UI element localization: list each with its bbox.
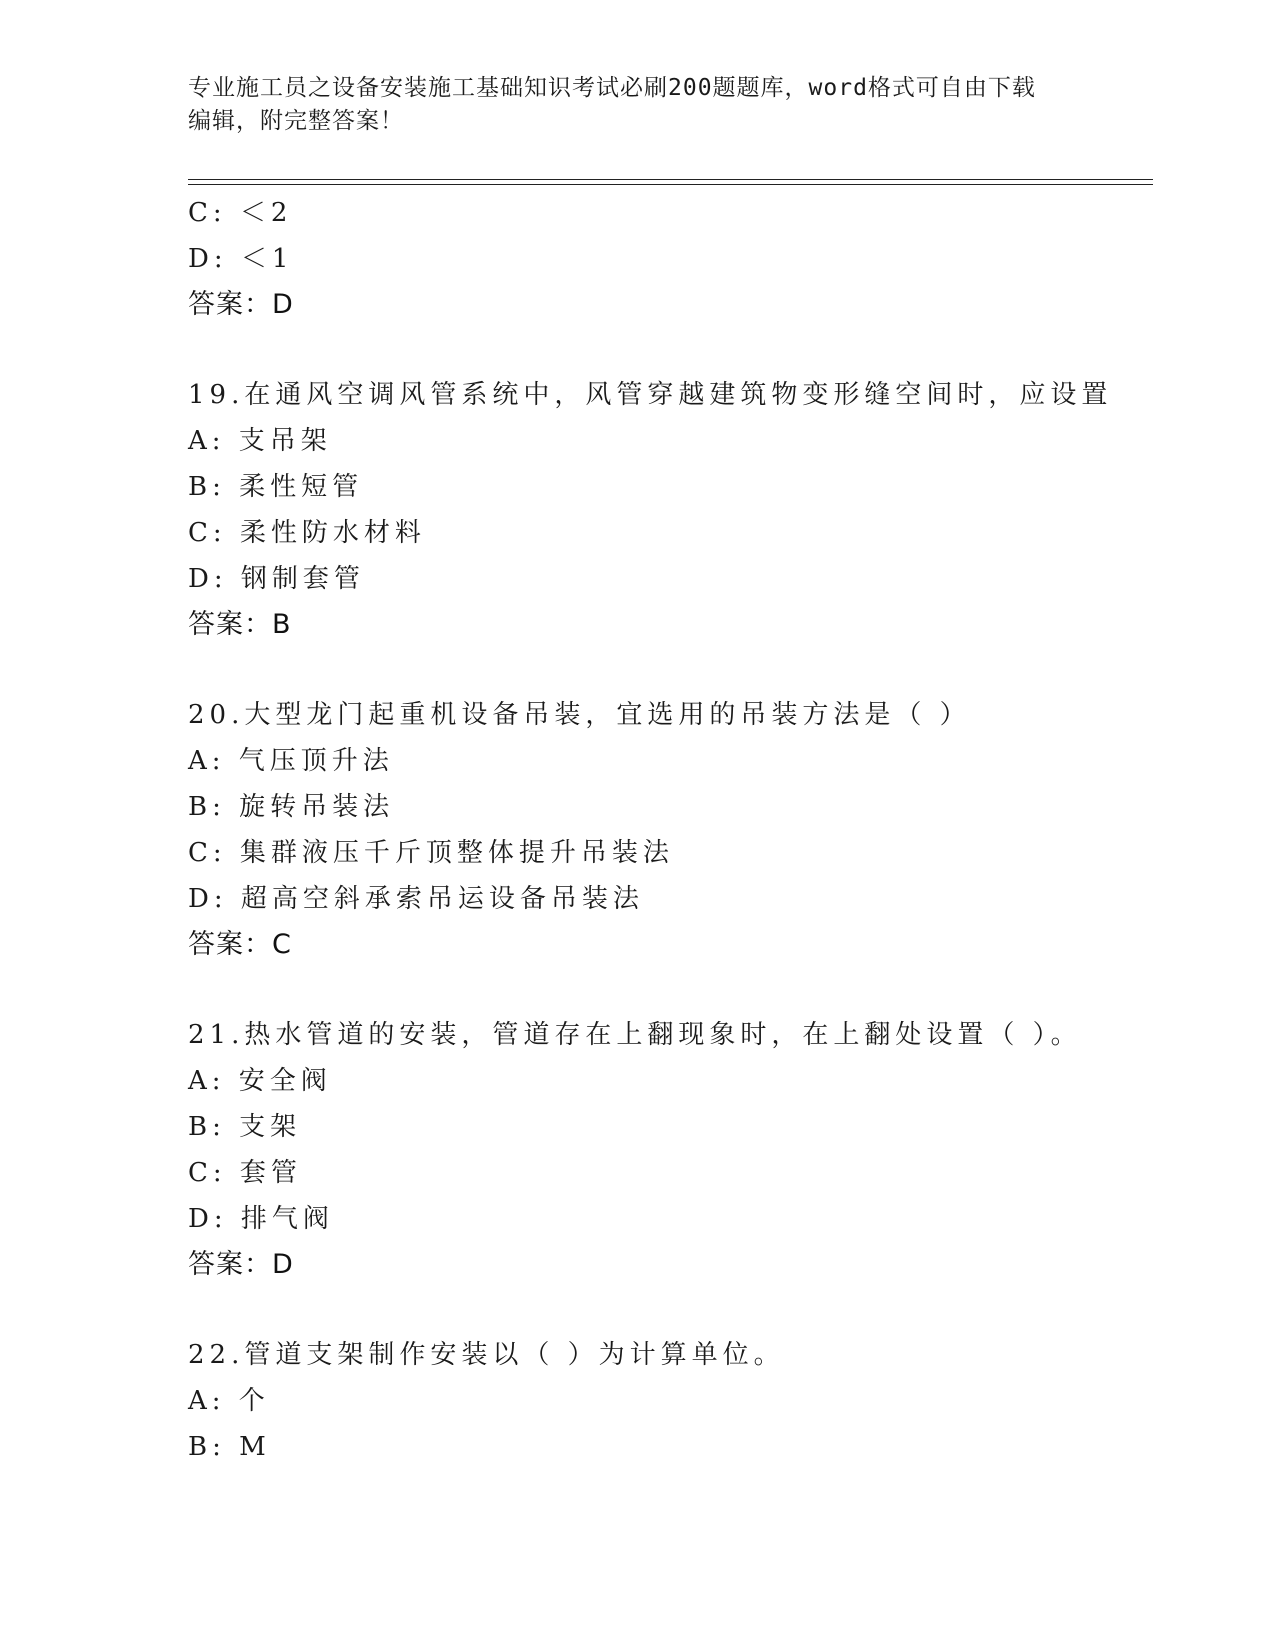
- answer-line: 答案：D: [188, 289, 294, 320]
- answer-line: 答案：B: [188, 609, 292, 640]
- question-stem: 19.在通风空调风管系统中，风管穿越建筑物变形缝空间时，应设置: [188, 380, 1113, 410]
- option-d: D: 钢制套管: [188, 564, 365, 594]
- answer-line: 答案：D: [188, 1249, 294, 1280]
- option-d: D: 超高空斜承索吊运设备吊装法: [188, 884, 644, 914]
- option-d: D: 排气阀: [188, 1204, 334, 1234]
- question-19: [188, 372, 1153, 648]
- header-line-2: 编辑，附完整答案！: [188, 108, 404, 134]
- option-a: A: 气压顶升法: [188, 746, 394, 776]
- header-divider-top: [188, 179, 1153, 180]
- spacer: [188, 1288, 1153, 1332]
- spacer: [188, 648, 1153, 692]
- option-b: B: M: [188, 1432, 271, 1462]
- header-divider-bottom: [188, 184, 1153, 185]
- option-d: D: ＜1: [188, 244, 294, 274]
- option-c: C: ＜2: [188, 198, 293, 228]
- option-b: B: 支架: [188, 1112, 302, 1142]
- question-stem: 20.大型龙门起重机设备吊装，宜选用的吊装方法是（ ）: [188, 700, 971, 730]
- header-line-1: 专业施工员之设备安装施工基础知识考试必刷200题题库，word格式可自由下载: [188, 75, 1036, 101]
- document-body: [188, 190, 1153, 1470]
- option-c: C: 套管: [188, 1158, 302, 1188]
- option-c: C: 柔性防水材料: [188, 518, 426, 548]
- question-stem: 21.热水管道的安装，管道存在上翻现象时，在上翻处设置（ ）。: [188, 1020, 1082, 1050]
- spacer: [188, 968, 1153, 1012]
- question-18-continued: [188, 190, 1153, 328]
- option-a: A: 支吊架: [188, 426, 332, 456]
- question-stem: 22.管道支架制作安装以（ ）为计算单位。: [188, 1340, 785, 1370]
- option-b: B: 旋转吊装法: [188, 792, 395, 822]
- document-header: [188, 72, 1088, 138]
- answer-line: 答案：C: [188, 929, 292, 960]
- question-22: [188, 1332, 1153, 1470]
- option-a: A: 安全阀: [188, 1066, 332, 1096]
- option-b: B: 柔性短管: [188, 472, 364, 502]
- question-21: [188, 1012, 1153, 1288]
- spacer: [188, 328, 1153, 372]
- option-c: C: 集群液压千斤顶整体提升吊装法: [188, 838, 674, 868]
- option-a: A: 个: [188, 1386, 270, 1416]
- question-20: [188, 692, 1153, 968]
